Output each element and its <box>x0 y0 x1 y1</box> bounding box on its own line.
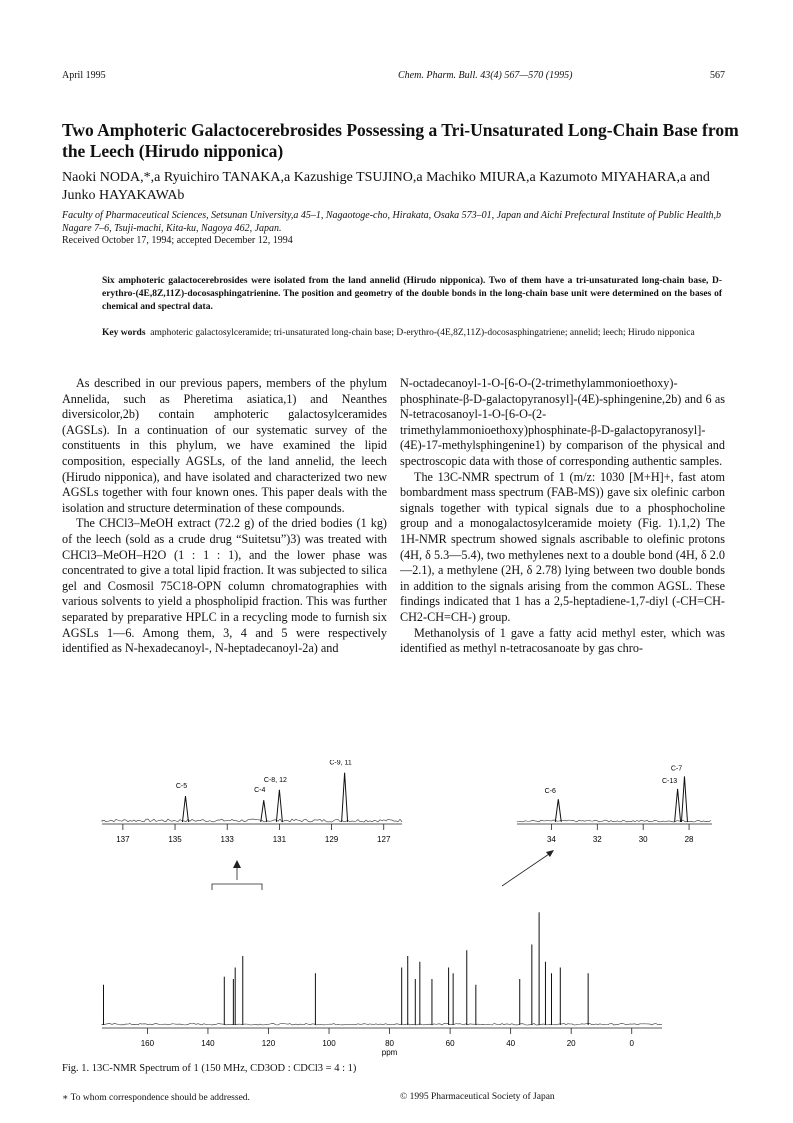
inset1-tick-label: 131 <box>272 835 287 844</box>
main-tick-label: 120 <box>261 1039 276 1048</box>
paragraph: The 13C-NMR spectrum of 1 (m/z: 1030 [M+H]+, fast atom bombardment mass spectrum (FAB-MS)) gave six olefinic carbon signals together with typical signals due to a phosphocholine group and a monogalactosylceramide moiety (Fig. 1).1,2) The 1H-NMR spectrum showed signals ascribable to olefinic protons (4H, δ 5.3—5.4), two methylenes next to a double bond (4H, δ 2.0—2.1), a methylene (2H, δ 2.78) lying between two double bonds in addition to the signals arising from the common AGSL. These findings indicated that 1 has a 2,5-heptadiene-1,7-diyl (-CH=CH-CH2-CH=CH-) group. <box>400 469 725 624</box>
inset1-peak <box>342 773 348 822</box>
left-column <box>62 376 387 657</box>
paragraph: As described in our previous papers, members of the phylum Annelida, such as Pheretima asiatica,1) and Neanthes diversicolor,2b) contain amphoteric galactosylceramides (AGSLs). In a continuation of our systematic survey of the constituents in this phylum, we have examined the lipid composition, especially AGSLs, of the land annelid, the leech (Hirudo nipponica), and have isolated and characterized two new AGSLs together with four known ones. This paper deals with the isolation and structure determination of these compounds. <box>62 376 387 515</box>
paragraph: N-octadecanoyl-1-O-[6-O-(2-trimethylammonioethoxy)-phosphinate-β-D-galactopyranosyl]-(4E)-sphingenine,2b) and 6 as N-tetracosanoyl-1-O-[6-O-(2-trimethylammonioethoxy)phosphinate-β-D-galactopyranosyl]-(4E)-17-methylsphingenine1) by comparison of the physical and spectroscopic data with those of corresponding authentic samples. <box>400 376 725 468</box>
inset1-peak-label: C-5 <box>175 783 188 790</box>
correspondence-note: ∗ To whom correspondence should be addressed. <box>62 1093 250 1103</box>
inset1-tick-label: 135 <box>168 835 182 844</box>
inset1-peak-label: C-4 <box>254 787 266 795</box>
main-spectrum <box>102 912 662 1057</box>
received-dates: Received October 17, 1994; accepted December 12, 1994 <box>62 235 293 246</box>
main-tick-label: 40 <box>506 1039 516 1048</box>
main-tick-label: 140 <box>201 1039 215 1048</box>
inset1-peak <box>276 790 282 822</box>
inset2-peak <box>675 789 681 822</box>
inset1-tick-label: 137 <box>116 835 130 844</box>
issue-date: April 1995 <box>62 70 106 81</box>
inset2-tick-label: 32 <box>592 835 602 844</box>
abstract: Six amphoteric galactocerebrosides were isolated from the land annelid (Hirudo nipponica). Two of them have a tri-unsaturated long-chain base, D-erythro-(4E,8Z,11Z)-docosasphingatrienine. The position and geometry of the double bonds in the long-chain base unit were determined on the bases of chemical and spectral data. <box>102 276 722 312</box>
inset1-tick-label: 127 <box>377 835 391 844</box>
inset2-peak-label: C-13 <box>661 777 678 785</box>
main-baseline <box>102 1024 662 1025</box>
inset2-peak <box>681 776 687 822</box>
inset2-tick-label: 34 <box>546 835 556 844</box>
keywords-text: amphoteric galactosylceramide; tri-unsaturated long-chain base; D-erythro-(4E,8Z,11Z)-docosasphingatriene; annelid; leech; Hirudo nipponica <box>150 328 695 338</box>
inset2-tick-label: 28 <box>684 835 694 844</box>
inset1-peak <box>182 796 188 822</box>
inset1-tick-label: 133 <box>220 835 234 844</box>
journal-citation: Chem. Pharm. Bull. 43(4) 567—570 (1995) <box>398 70 573 81</box>
zoom-arrowhead <box>233 860 241 868</box>
inset1-tick-label: 129 <box>324 835 339 844</box>
inset-olefinic-region <box>102 760 402 844</box>
figure-caption: Fig. 1. 13C-NMR Spectrum of 1 (150 MHz, CD3OD : CDCl3 = 4 : 1) <box>62 1063 357 1074</box>
zoom-arrowhead <box>546 850 554 857</box>
inset-aliphatic-region <box>517 765 712 844</box>
inset1-peak-label: C-9, 11 <box>329 760 352 767</box>
inset1-baseline-noise <box>102 819 402 822</box>
paragraph: The CHCl3–MeOH extract (72.2 g) of the dried bodies (1 kg) of the leech (sold as a crude drug “Suitetsu”)3) was treated with CHCl3–MeOH–H2O (1 : 1 : 1), and the lower phase was concentrated to give a total lipid fraction. It was subjected to silica gel and Cosmosil 75C18-OPN column chromatographies with various solvents to yield a phospholipid fraction. This was further separated by preparative HPLC in a recycling mode to furnish six AGSLs 1—6. Among them, 3, 4 and 5 were respectively identified as N-hexadecanoyl-, N-heptadecanoyl-2a) and <box>62 516 387 656</box>
nmr-spectrum-figure <box>62 760 732 1060</box>
main-tick-label: 80 <box>385 1039 395 1048</box>
page-number: 567 <box>710 70 725 81</box>
inset2-tick-label: 30 <box>638 835 648 844</box>
inset1-peak <box>261 800 267 822</box>
paper-title: Two Amphoteric Galactocerebrosides Possessing a Tri-Unsaturated Long-Chain Base from the Leech (Hirudo nipponica) <box>62 120 739 161</box>
keywords <box>102 327 722 340</box>
main-tick-label: 100 <box>322 1039 336 1048</box>
affiliations: Faculty of Pharmaceutical Sciences, Setsunan University,a 45–1, Nagaotoge-cho, Hirakata, Osaka 573–01, Japan and Aichi Prefectural Institute of Public Health,b Nagare 7–6, Tsuji-machi, Kita-ku, Nagoya 462, Japan. <box>62 210 722 234</box>
inset2-peak <box>555 799 561 822</box>
paragraph: Methanolysis of 1 gave a fatty acid methyl ester, which was identified as methyl n-tetracosanoate by gas chro- <box>400 625 725 656</box>
right-column <box>400 376 725 657</box>
main-tick-label: 20 <box>566 1039 576 1048</box>
main-tick-label: 0 <box>629 1039 634 1048</box>
keywords-label: Key words <box>102 328 146 338</box>
author-list: Naoki NODA,*,a Ryuichiro TANAKA,a Kazushige TSUJINO,a Machiko MIURA,a Kazumoto MIYAHARA,a and Junko HAYAKAWAb <box>62 170 710 203</box>
zoom-bracket <box>212 884 262 890</box>
zoom-arrow <box>502 852 552 886</box>
main-tick-label: 160 <box>140 1039 155 1048</box>
inset2-peak-label: C-7 <box>670 765 683 773</box>
inset2-peak-label: C-6 <box>544 788 556 796</box>
copyright: © 1995 Pharmaceutical Society of Japan <box>400 1092 555 1102</box>
main-xlabel: ppm <box>381 1048 398 1057</box>
main-tick-label: 60 <box>445 1039 455 1048</box>
inset1-peak-label: C-8, 12 <box>263 776 287 784</box>
